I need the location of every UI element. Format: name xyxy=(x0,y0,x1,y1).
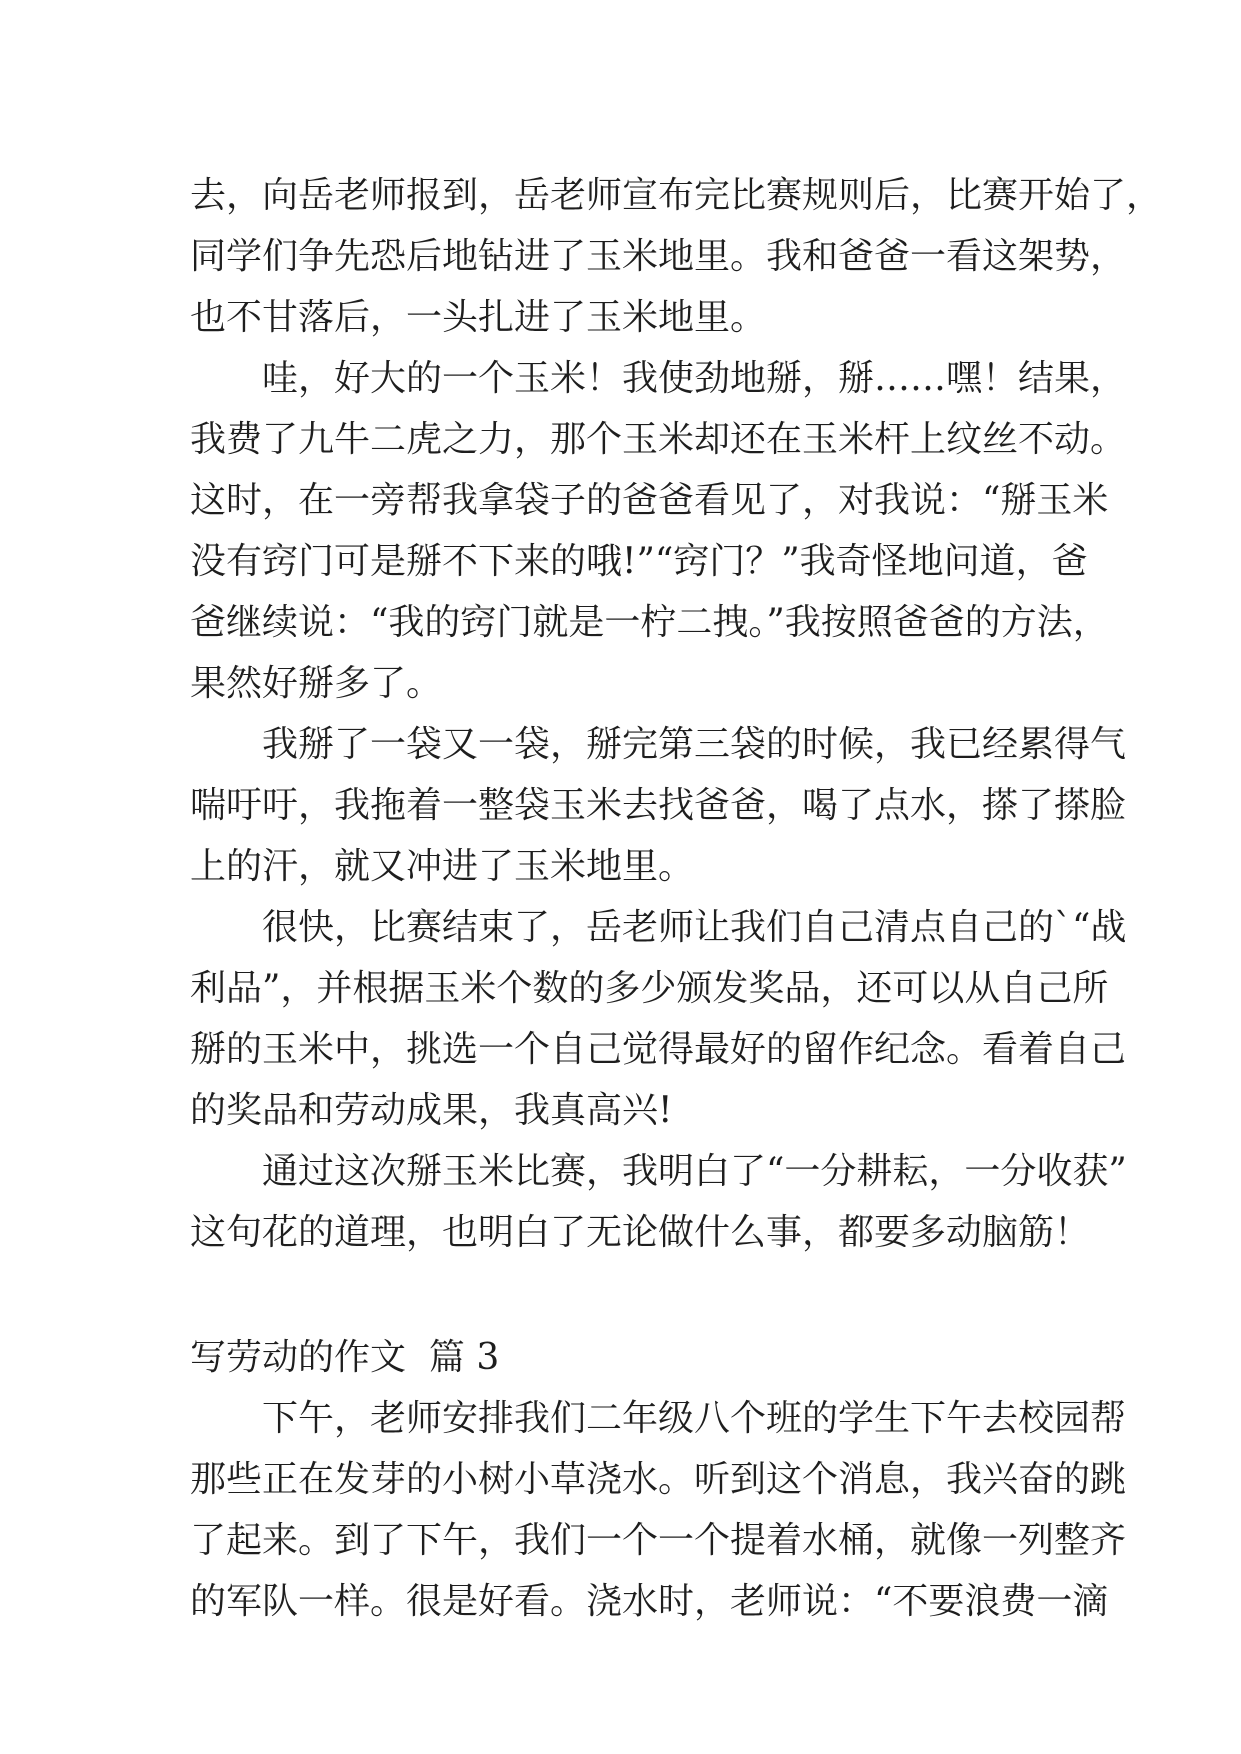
paragraph-1 xyxy=(190,165,1163,348)
paragraph-2 xyxy=(190,348,1127,714)
text-line: 这时，在一旁帮我拿袋子的爸爸看见了，对我说：“掰玉米 xyxy=(190,480,1109,521)
text-line: 这句花的道理，也明白了无论做什么事，都要多动脑筋！ xyxy=(190,1212,1091,1253)
text-line: 哇，好大的一个玉米！我使劲地掰，掰……嘿！结果， xyxy=(262,358,1127,399)
document-page xyxy=(190,165,1163,1632)
text-line: 下午，老师安排我们二年级八个班的学生下午去校园帮 xyxy=(262,1398,1127,1439)
text-line: 没有窍门可是掰不下来的哦!”“窍门？”我奇怪地问道，爸 xyxy=(190,541,1088,582)
text-line: 同学们争先恐后地钻进了玉米地里。我和爸爸一看这架势， xyxy=(190,236,1127,277)
text-line: 的军队一样。很是好看。浇水时，老师说：“不要浪费一滴 xyxy=(190,1581,1109,1622)
text-line: 爸继续说：“我的窍门就是一柠二拽。”我按照爸爸的方法， xyxy=(190,602,1109,643)
text-line: 很快，比赛结束了，岳老师让我们自己清点自己的`“战 xyxy=(262,907,1127,948)
paragraph-5 xyxy=(190,1141,1127,1263)
section-paragraph-1 xyxy=(190,1388,1127,1632)
text-line: 通过这次掰玉米比赛，我明白了“一分耕耘，一分收获” xyxy=(262,1151,1127,1192)
text-line: 果然好掰多了。 xyxy=(190,663,443,704)
text-line: 去，向岳老师报到，岳老师宣布完比赛规则后，比赛开始了， xyxy=(190,175,1163,216)
paragraph-3 xyxy=(190,714,1127,897)
text-line: 利品”，并根据玉米个数的多少颁发奖品，还可以从自己所 xyxy=(190,968,1109,1009)
section-spacer xyxy=(190,1263,1052,1327)
text-line: 我掰了一袋又一袋，掰完第三袋的时候，我已经累得气 xyxy=(262,724,1127,765)
text-line: 上的汗，就又冲进了玉米地里。 xyxy=(190,846,695,887)
section-heading: 写劳动的作文 篇 3 xyxy=(190,1337,500,1378)
text-line: 掰的玉米中，挑选一个自己觉得最好的留作纪念。看着自己 xyxy=(190,1029,1127,1070)
text-line: 那些正在发芽的小树小草浇水。听到这个消息，我兴奋的跳 xyxy=(190,1459,1127,1500)
paragraph-4 xyxy=(190,897,1127,1141)
text-line: 喘吁吁，我拖着一整袋玉米去找爸爸，喝了点水，搽了搽脸 xyxy=(190,785,1127,826)
text-line: 也不甘落后，一头扎进了玉米地里。 xyxy=(190,297,767,338)
text-line: 的奖品和劳动成果，我真高兴! xyxy=(190,1090,673,1131)
text-line: 了起来。到了下午，我们一个一个提着水桶，就像一列整齐 xyxy=(190,1520,1127,1561)
text-line: 我费了九牛二虎之力，那个玉米却还在玉米杆上纹丝不动。 xyxy=(190,419,1127,460)
